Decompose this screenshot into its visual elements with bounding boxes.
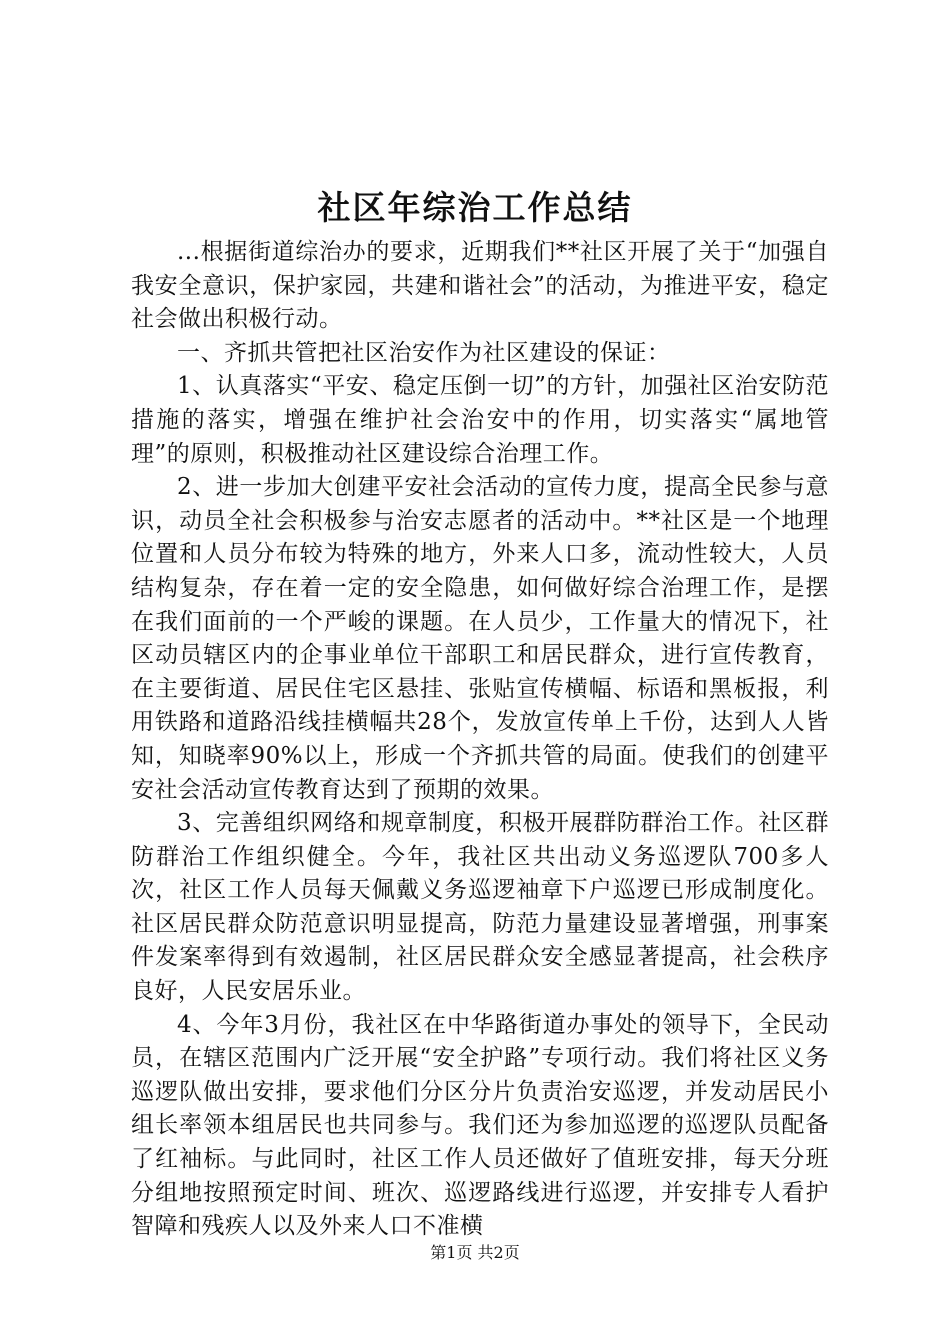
paragraph-item-4: 4、今年3月份，我社区在中华路街道办事处的领导下，全民动员，在辖区范围内广泛开展“安全护路”专项行动。我们将社区义务巡逻队做出安排，要求他们分区分片负责治安巡逻，并发动居民小组长率领本组居民也共同参与。我们还为参加巡逻的巡逻队员配备了红袖标。与此同时，社区工作人员还做好了值班安排，每天分班分组地按照预定时间、班次、巡逻路线进行巡逻，并安排专人看护智障和残疾人以及外来人口不准横 [131, 1011, 829, 1240]
section-heading-1: 一、齐抓共管把社区治安作为社区建设的保证： [177, 339, 671, 366]
page-footer: 第1页 共2页 [430, 1243, 520, 1262]
paragraph-item-3: 3、完善组织网络和规章制度，积极开展群防群治工作。社区群防群治工作组织健全。今年，我社区共出动义务巡逻队700多人次，社区工作人员每天佩戴义务巡逻袖章下户巡逻已形成制度化。社区居民群众防范意识明显提高，防范力量建设显著增强，刑事案件发案率得到有效遏制，社区居民群众安全感显著提高，社会秩序良好，人民安居乐业。 [131, 810, 829, 1005]
paragraph-item-2: 2、进一步加大创建平安社会活动的宣传力度，提高全民参与意识，动员全社会积极参与治安志愿者的活动中。**社区是一个地理位置和人员分布较为特殊的地方，外来人口多，流动性较大，人员结构复杂，存在着一定的安全隐患，如何做好综合治理工作，是摆在我们面前的一个严峻的课题。在人员少，工作量大的情况下，社区动员辖区内的企事业单位干部职工和居民群众，进行宣传教育，在主要街道、居民住宅区悬挂、张贴宣传横幅、标语和黑板报，利用铁路和道路沿线挂横幅共28个，发放宣传单上千份，达到人人皆知，知晓率90%以上，形成一个齐抓共管的局面。使我们的创建平安社会活动宣传教育达到了预期的效果。 [131, 474, 829, 803]
paragraph-item-1: 1、认真落实“平安、稳定压倒一切”的方针，加强社区治安防范措施的落实，增强在维护社会治安中的作用，切实落实“属地管理”的原则，积极推动社区建设综合治理工作。 [131, 373, 829, 467]
paragraph-intro: ...根据街道综治办的要求，近期我们**社区开展了关于“加强自我安全意识，保护家园，共建和谐社会”的活动，为推进平安，稳定社会做出积极行动。 [131, 239, 829, 333]
document-body [131, 236, 829, 1244]
page-title: 社区年综治工作总结 [317, 188, 633, 227]
